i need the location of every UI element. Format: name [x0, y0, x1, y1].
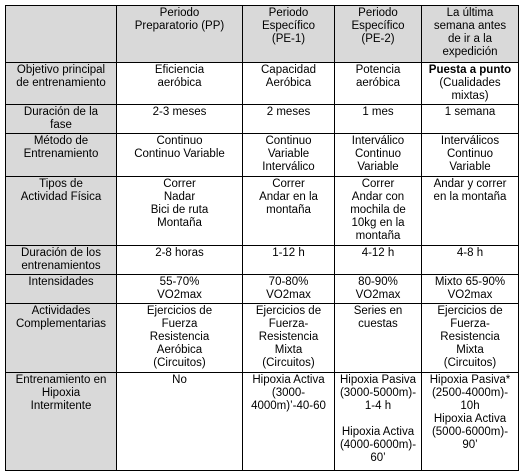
cell-intensidades-pe1	[243, 275, 335, 304]
cell-line: Continuo	[354, 148, 402, 160]
cell-line: (Circuitos)	[153, 357, 206, 369]
header-corner-cell	[6, 6, 117, 63]
header-preparatorio	[117, 6, 243, 63]
cell-actividades-semana	[422, 304, 519, 373]
cell-line: Hipoxia Pasiva*	[429, 374, 511, 386]
cell-line: montaña	[266, 204, 311, 216]
cell-line: 70-80%	[268, 276, 309, 288]
cell-line: Nadar	[163, 191, 196, 203]
row-label-metodo	[6, 134, 117, 177]
header-line: Periodo	[358, 7, 398, 19]
cell-actividades-pe1	[243, 304, 335, 373]
cell-intensidades-semana	[422, 275, 519, 304]
cell-line: 1 mes	[362, 106, 394, 118]
cell-metodo-pe1	[243, 134, 335, 177]
row-label-tipos-actividad	[6, 177, 117, 246]
cell-line: Eficiencia	[154, 64, 205, 76]
cell-line: Resistencia	[149, 331, 210, 343]
cell-line: 4-8 h	[456, 247, 484, 259]
cell-line: Interválico	[351, 135, 405, 147]
label-line: Complementarias	[15, 318, 107, 330]
header-line: Específico	[351, 20, 405, 32]
cell-line: 10kg en la	[351, 217, 405, 229]
cell-line: Bici de ruta	[150, 204, 209, 216]
row-metodo	[6, 134, 519, 177]
cell-actividades-pe2	[335, 304, 422, 373]
cell-line: Variable	[449, 161, 491, 173]
cell-line: Ejercicios de	[255, 305, 322, 317]
cell-actividades-pp	[117, 304, 243, 373]
cell-line: Aeróbica	[156, 344, 203, 356]
cell-line: Fuerza-	[268, 318, 309, 330]
cell-line: Continuo	[156, 135, 203, 147]
cell-line: Continuo	[265, 135, 312, 147]
cell-hipoxia-semana	[422, 373, 519, 471]
label-line: entrenamientos	[21, 260, 101, 272]
cell-line: Andar y correr	[433, 178, 507, 190]
cell-line: Variable	[357, 161, 399, 173]
cell-line: Hipoxia Activa	[433, 413, 507, 425]
cell-line: Mixta	[456, 344, 484, 356]
cell-line: Hipoxia Pasiva	[339, 374, 417, 386]
cell-duracion-fase-pe2	[335, 105, 422, 134]
cell-line: (3000-5000m)-	[339, 387, 417, 399]
cell-line: 60’	[370, 452, 386, 464]
cell-line: 1-4 h	[364, 400, 392, 412]
label-line: Actividades	[31, 305, 91, 317]
cell-line: Fuerza-	[450, 318, 490, 330]
label-line: Actividad Física	[20, 191, 102, 203]
cell-line: 2-8 horas	[155, 247, 204, 259]
cell-line: (Circuitos)	[262, 357, 315, 369]
header-especifico-1	[243, 6, 335, 63]
cell-line: montaña	[355, 230, 401, 242]
header-line: (PE-2)	[361, 33, 395, 45]
cell-line: 1-12 h	[272, 247, 305, 259]
header-line: Preparatorio (PP)	[134, 20, 225, 32]
row-label-hipoxia	[6, 373, 117, 471]
cell-line: Potencia	[355, 64, 401, 76]
cell-line: en la montaña	[433, 191, 507, 203]
row-label-duracion-entrenamientos	[6, 246, 117, 275]
cell-line: Aeróbica	[265, 77, 312, 89]
cell-line: Andar en la	[259, 191, 318, 203]
cell-line: Correr	[272, 178, 305, 190]
cell-line: cuestas	[358, 318, 398, 330]
cell-tipos-actividad-semana	[422, 177, 519, 246]
cell-duracion-fase-pe1	[243, 105, 335, 134]
header-especifico-2	[335, 6, 422, 63]
cell-line: Capacidad	[261, 64, 316, 76]
cell-line: Mixta	[274, 344, 303, 356]
header-line: Periodo	[268, 7, 309, 19]
cell-metodo-pe2	[335, 134, 422, 177]
cell-line: Series en	[353, 305, 403, 317]
cell-line: 80-90%	[358, 276, 398, 288]
cell-line: aeróbica	[355, 77, 401, 89]
cell-line: aeróbica	[157, 77, 202, 89]
cell-line: 2 meses	[266, 106, 311, 118]
cell-line: Correr	[163, 178, 196, 190]
row-label-objetivo	[6, 63, 117, 105]
cell-line: 90’	[462, 439, 478, 451]
cell-line: (2500-4000m)-	[431, 387, 509, 399]
cell-line: (5000-6000m)-	[431, 426, 509, 438]
cell-line: (Cualidades	[439, 77, 501, 89]
row-objetivo	[6, 63, 519, 105]
row-label-intensidades	[6, 275, 117, 304]
cell-line: 1 semana	[444, 106, 496, 118]
cell-line: Ejercicios de	[437, 305, 503, 317]
cell-line: Resistencia	[258, 331, 319, 343]
cell-line: 4000m)’-40-60	[251, 400, 326, 412]
cell-line: 55-70%	[159, 276, 200, 288]
row-duracion-entrenamientos	[6, 246, 519, 275]
cell-tipos-actividad-pe2	[335, 177, 422, 246]
cell-line: Continuo Variable	[134, 148, 225, 160]
cell-metodo-semana	[422, 134, 519, 177]
header-ultima-semana	[422, 6, 519, 63]
row-tipos-actividad	[6, 177, 519, 246]
cell-line: (4000-6000m)-	[339, 439, 417, 451]
cell-tipos-actividad-pe1	[243, 177, 335, 246]
cell-tipos-actividad-pp	[117, 177, 243, 246]
cell-line: mixtas)	[451, 90, 489, 102]
cell-metodo-pp	[117, 134, 243, 177]
cell-line: Correr	[361, 178, 395, 190]
cell-line: Andar con	[351, 191, 405, 203]
cell-line: VO2max	[355, 289, 401, 301]
label-line: fase	[50, 119, 72, 131]
cell-intensidades-pe2	[335, 275, 422, 304]
label-line: Hipoxia	[41, 387, 81, 399]
cell-objetivo-semana	[422, 63, 519, 105]
cell-line: VO2max	[447, 289, 493, 301]
cell-line: Continuo	[446, 148, 494, 160]
cell-line: (Circuitos)	[443, 357, 497, 369]
cell-line: Hipoxia Activa	[252, 374, 325, 386]
cell-hipoxia-pe1	[243, 373, 335, 471]
row-hipoxia	[6, 373, 519, 471]
label-line: Intermitente	[30, 400, 92, 412]
row-duracion-fase	[6, 105, 519, 134]
cell-intensidades-pp	[117, 275, 243, 304]
header-line: semana antes	[433, 20, 507, 32]
training-periods-table	[5, 5, 519, 471]
cell-hipoxia-pp	[117, 373, 243, 471]
cell-line: Fuerza	[161, 318, 198, 330]
cell-line: 10h	[460, 400, 480, 412]
cell-duracion-entrenamientos-semana	[422, 246, 519, 275]
cell-line-bold: Puesta a punto	[428, 64, 512, 76]
cell-line: No	[172, 374, 187, 386]
header-line: Periodo	[159, 7, 200, 19]
label-line: Intensidades	[28, 276, 94, 288]
cell-line: VO2max	[266, 289, 311, 301]
row-actividades-complementarias	[6, 304, 519, 373]
cell-line: (3000-	[271, 387, 306, 399]
cell-hipoxia-pe2	[335, 373, 422, 471]
header-line: de ir a la	[447, 33, 493, 45]
label-line: Duración de los	[21, 247, 101, 259]
cell-line: mochila de	[350, 204, 406, 216]
cell-line: 2-3 meses	[152, 106, 207, 118]
header-line: (PE-1)	[271, 33, 306, 45]
cell-line: Interválico	[262, 161, 315, 173]
row-label-duracion-fase	[6, 105, 117, 134]
row-label-actividades-complementarias	[6, 304, 117, 373]
label-line: Objetivo principal	[16, 64, 106, 76]
cell-objetivo-pp	[117, 63, 243, 105]
cell-line: Mixto 65-90%	[434, 276, 506, 288]
header-line: La última	[446, 7, 494, 19]
label-line: Método de	[33, 135, 89, 147]
cell-objetivo-pe2	[335, 63, 422, 105]
cell-line: Hipoxia Activa	[341, 426, 415, 438]
cell-line: Resistencia	[440, 331, 500, 343]
label-line: Tipos de	[39, 178, 83, 190]
cell-duracion-entrenamientos-pe1	[243, 246, 335, 275]
cell-duracion-fase-semana	[422, 105, 519, 134]
header-line: Específico	[261, 20, 316, 32]
label-line: Duración de la	[23, 106, 99, 118]
cell-duracion-entrenamientos-pp	[117, 246, 243, 275]
cell-line: VO2max	[157, 289, 202, 301]
cell-line: Interválicos	[440, 135, 500, 147]
cell-line: Ejercicios de	[146, 305, 213, 317]
row-intensidades	[6, 275, 519, 304]
cell-duracion-fase-pp	[117, 105, 243, 134]
header-line: expedición	[442, 46, 498, 58]
cell-line: Variable	[267, 148, 310, 160]
cell-duracion-entrenamientos-pe2	[335, 246, 422, 275]
header-row	[6, 6, 519, 63]
cell-line: 4-12 h	[361, 247, 395, 259]
cell-line: Montaña	[157, 217, 202, 229]
label-line: de entrenamiento	[16, 77, 106, 89]
cell-objetivo-pe1	[243, 63, 335, 105]
label-line: Entrenamiento	[23, 148, 99, 160]
label-line: Entrenamiento en	[15, 374, 107, 386]
